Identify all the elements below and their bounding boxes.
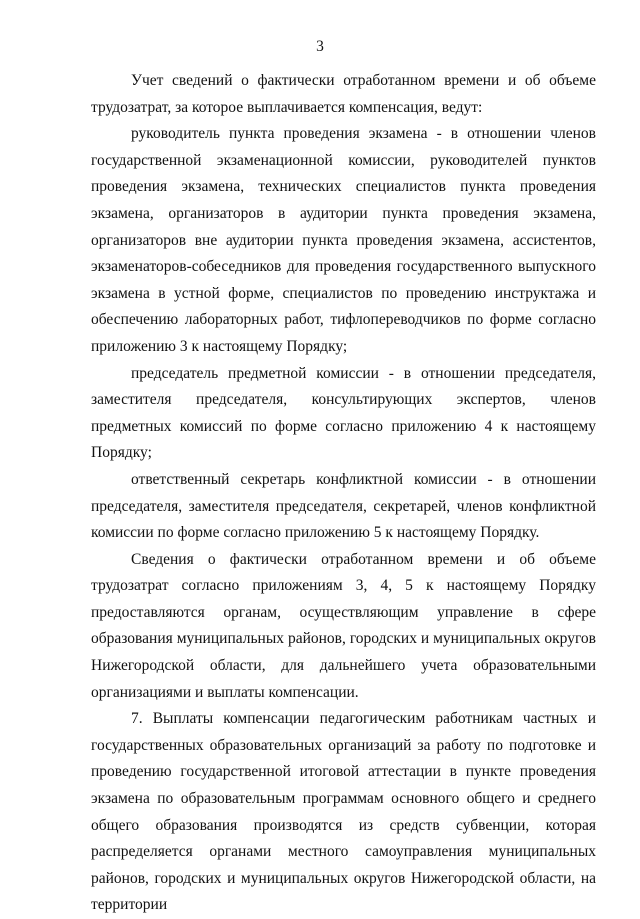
document-body [91, 68, 596, 919]
paragraph-exam-point-head: руководитель пункта проведения экзамена - в отношении членов государственной экзаменационной комиссии, руководителей пунктов проведения экзамена, технических специалистов пункта проведения экзамена, организаторов в аудитории пункта проведения экзамена, организаторов вне аудитории пункта проведения экзамена, ассистентов, экзаменаторов-собеседников для проведения государственного выпускного экзамена в устной форме, специалистов по проведению инструктажа и обеспечению лабораторных работ, тифлопереводчиков по форме согласно приложению 3 к настоящему Порядку; [91, 125, 596, 355]
paragraph-item-7-payments: 7. Выплаты компенсации педагогическим работникам частных и государственных образовательных организаций за работу по подготовке и проведению государственной итоговой аттестации в пункте проведения экзамена по образовательным программам основного общего и среднего общего образования производятся из средств субвенции, которая распределяется органами местного самоуправления муниципальных районов, городских и муниципальных округов Нижегородской области, на территории [91, 710, 596, 914]
paragraph-accounting-intro: Учет сведений о фактически отработанном времени и об объеме трудозатрат, за которое выплачивается компенсация, ведут: [91, 72, 596, 116]
paragraph-subject-commission-chair: председатель предметной комиссии - в отношении председателя, заместителя председателя, консультирующих экспертов, членов предметных комиссий по форме согласно приложению 4 к настоящему Порядку; [91, 364, 596, 462]
paragraph-conflict-commission-secretary: ответственный секретарь конфликтной комиссии - в отношении председателя, заместителя председателя, секретарей, членов конфликтной комиссии по форме согласно приложению 5 к настоящему Порядку. [91, 470, 596, 542]
page-number: 3 [316, 38, 324, 55]
paragraph-information-submission: Сведения о фактически отработанном времени и об объеме трудозатрат согласно приложениям 3, 4, 5 к настоящему Порядку предоставляются органам, осуществляющим управление в сфере образования муниципальных районов, городских и муниципальных округов Нижегородской области, для дальнейшего учета образовательными организациями и выплаты компенсации. [91, 550, 596, 701]
